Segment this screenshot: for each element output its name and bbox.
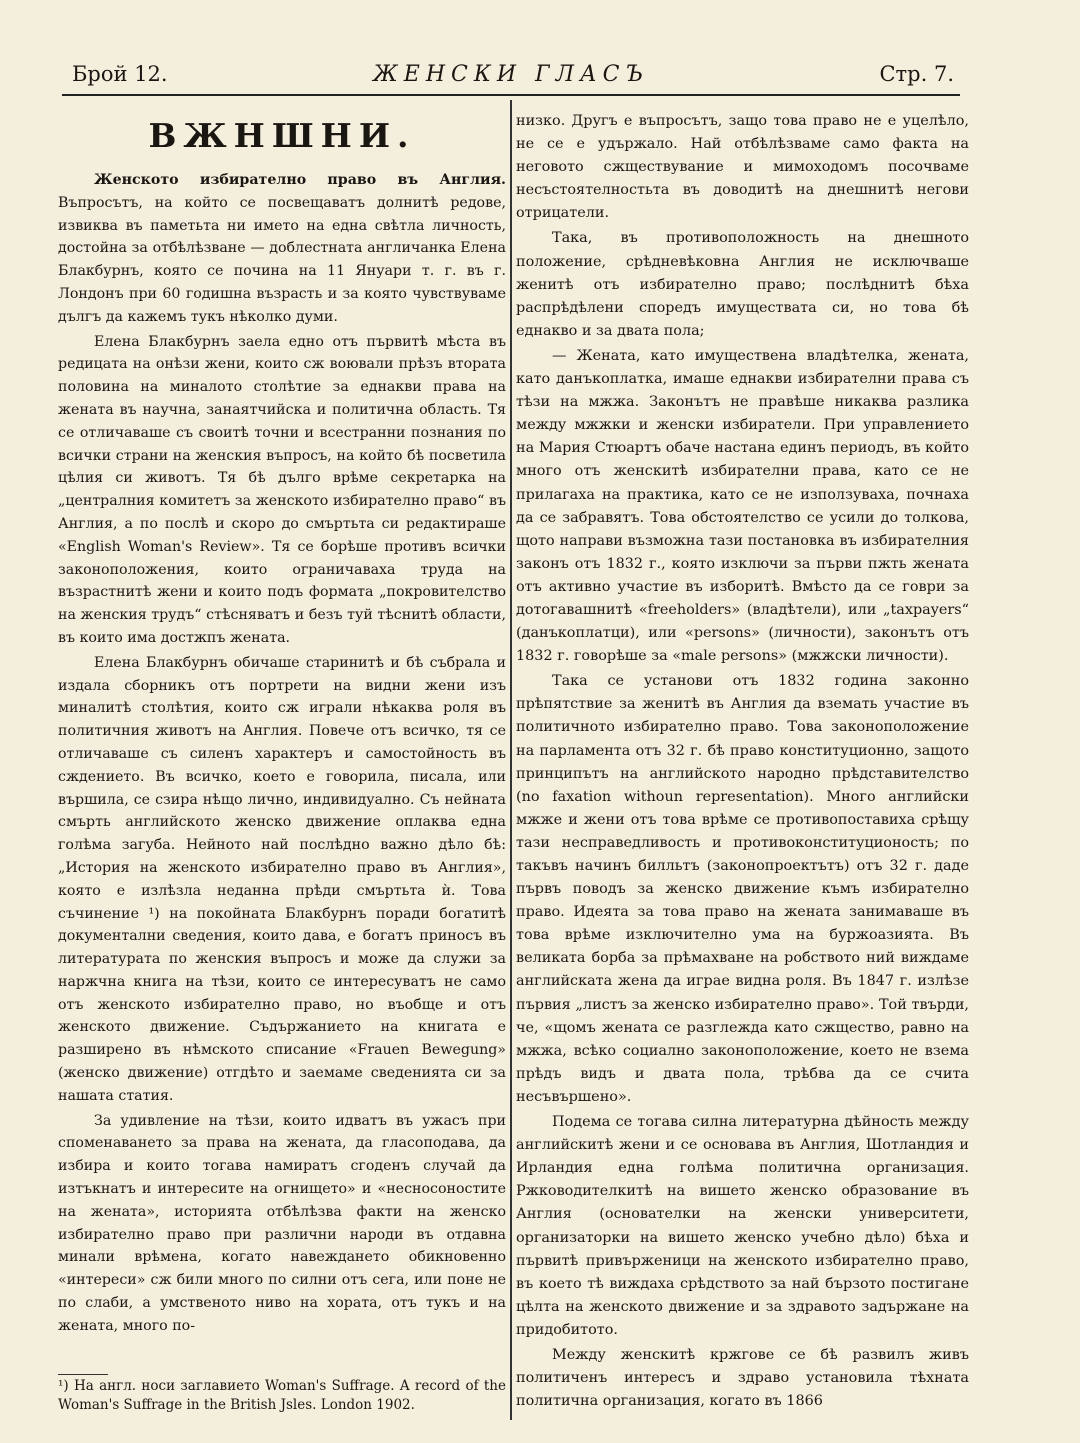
article-paragraph: низко. Другъ е въпросътъ, защо това право не е уцелѣло, не се е удържало. Най отбѣлѣзваме само факта на неговото сжществувание и мимоходомъ посочваме несъстоятелностьта въ доводитѣ на днешнитѣ негови отрицатели.	[516, 113, 969, 222]
article-paragraph: Елена Блакбурнъ обичаше старинитѣ и бѣ събрала и издала сборникъ отъ портрети на видни жени изъ миналитѣ столѣтия, които сж играли нѣкаква роля въ политичния животъ на Англия. Повече отъ всичко, тя се отличаваше съ силенъ характеръ и самостойность въ сждението. Въ всичко, което е говорила, писала, или вършила, се сзира нѣщо лично, индивидуално. Съ нейната смърть английското женско движение оплаква една голѣма загуба. Нейното най послѣдно важно дѣло бѣ: „История на женското избирателно право въ Англия», която е излѣзла неданна прѣди смъртьта ѝ. Това съчинение ¹) на покойната Блакбурнъ поради богатитѣ документални сведения, които дава, е богатъ приносъ въ литературата по женския въпросъ и може да служи за наржчна книга на тѣзи, които се интересуватъ не само отъ женското избирателно право, но въобще и отъ женското движение. Съдържанието на книгата е разширено въ нѣмското списание «Frauen Bewegung» (женско движение) отгдѣто и заемаме сведенията си за нашата статия.	[58, 654, 506, 1104]
newspaper-title: ЖЕНСКИ ГЛАСЪ	[373, 62, 649, 87]
footnote-rule	[58, 1374, 108, 1375]
footnote	[58, 1374, 506, 1415]
column-divider	[510, 100, 512, 1420]
article-title: Женското избирателно право въ Англия.	[94, 172, 506, 188]
article-paragraph: Така, въ противоположность на днешното положение, срѣдневѣковна Англия не исключваше женитѣ отъ избирателно право; послѣднитѣ бѣха распрѣдѣлени споредъ имуществата си, но това бѣ еднакво и за двата пола;	[516, 230, 969, 339]
article-paragraph: — Жената, като имуществена владѣтелка, жената, като данъкоплатка, имаше еднакви избирателни права съ тѣзи на мжжа. Законътъ не правѣше никаква разлика между мжжки и женски избиратели. При управлението на Мария Стюартъ обаче настана единъ периодъ, въ който много отъ женскитѣ избирателни права, като се не прилагаха на практика, като се не използуваха, почнаха да се забравятъ. Това обстоятелство се усили до толкова, щото направи възможна тази постановка въ избирателния законъ отъ 1832 г., която изключи за първи пжть жената отъ активно участие въ изборитѣ. Вмѣсто да се говри за дотогавашнитѣ «freeholders» (владѣтели), или „taxpayers“ (данъкоплатци), или «persons» (личности), законътъ отъ 1832 г. говорѣше за «male persons» (мжжски личности).	[516, 347, 969, 665]
paragraph-text: Въпросътъ, на който се посвещаватъ долнитѣ редове, извиква въ паметьта ни името на една свѣтла личность, достойна за отбѣлѣзване — доблестната англичанка Елена Блакбурнъ, която се почина на 11 Януари т. г. въ г. Лондонъ при 60 годишна възрасть и за която чувствуваме дългъ да кажемъ тукъ нѣколко думи.	[58, 194, 506, 325]
footnote-text: ¹) На англ. носи заглавието Woman's Suffrage. A record of the Woman's Suffrage in the British Jsles. London 1902.	[58, 1378, 506, 1413]
section-title: ВЖНШНИ.	[148, 116, 416, 155]
article-paragraph: Подема се тогава силна литературна дѣйность между английскитѣ жени и се основава въ Англия, Шотландия и Ирландия една голѣма политична организация. Ржководителкитѣ на вишето женско образование въ Англия (основателки на женски университети, организаторки на вишето женско учебно дѣло) бѣха и първитѣ привърженици на женското избирателно право, въ което тѣ виждаха срѣдството за най бързото постигане цѣлта на женското движение и за здравото задържане на придобитото.	[516, 1114, 969, 1338]
article-paragraph: Елена Блакбурнъ заела едно отъ първитѣ мѣста въ редицата на онѣзи жени, които сж воювали прѣзъ втората половина на миналото столѣтие за еднакви права на жената въ научна, занаятчийска и политична область. Тя се отличаваше съ своитѣ точни и всестранни познания по всички страни на женския въпросъ, на който бѣ посветила цѣлия си животъ. Тя бѣ дълго врѣме секретарка на „централния комитетъ за женското избирателно право“ въ Англия, а по послѣ и скоро до смъртьта си редактираше «English Woman's Review». Тя се борѣше противъ всички законоположения, които ограничаваха труда на възрастнитѣ жени и които подъ формата „покровителство на женския трудъ“ стѣсняватъ и безъ туй тѣснитѣ области, въ които има достжпъ жената.	[58, 333, 506, 646]
issue-number: Брой 12.	[72, 62, 168, 86]
article-paragraph: Така се установи отъ 1832 година законно прѣпятствие за женитѣ въ Англия да вземать участие въ политичното избирателно право. Това законоположение на парламента отъ 32 г. бѣ право конституционно, защото принципътъ на английското народно прѣдставителство (no faxation withoun representation). Много английски мжже и жени отъ това врѣме се противопоставиха срѣщу тази несправедливость и противоконституционость; по такъвъ начинъ билльтъ (законопроектътъ) отъ 32 г. даде първъ поводъ за женско движение къмъ избирателно право. Идеята за това право на жената занимаваше въ това врѣме изключително ума на буржоазията. Въ великата борба за прѣмахване на робството ний виждаме английската жена да играе видна роля. Въ 1847 г. излѣзе първия „листъ за женско избирателно право». Той твърди, че, «щомъ жената се разглежда като сжщество, равно на мжжа, всѣко социално законоположение, което не взема прѣдъ видъ и двата пола, трѣбва да се счита несъвършено».	[516, 673, 969, 1105]
right-column	[516, 110, 969, 1415]
article-paragraph: За удивление на тѣзи, които идватъ въ ужасъ при споменаването за права на жената, да гласоподава, да избира и които тогава намиратъ сгоденъ случай да изтъкнатъ и интересите на огнището» и «несносоностите на жената», историята отбѣлѣзва факти на женско избирателно право при различни народи въ отдавна минали врѣмена, когато навеждането обикновенно «интереси» сж били много по силни отъ сега, или поне не по слаби, а умственото ниво на хората, отъ тукъ и на жената, много по-	[58, 1112, 506, 1334]
left-column	[58, 110, 506, 1340]
article-paragraph: Между женскитѣ кржгове се бѣ развилъ живъ политиченъ интересъ и здраво установила тѣхната политична организация, когато въ 1866	[516, 1346, 969, 1410]
article-paragraph	[58, 169, 506, 329]
page-number: Стр. 7.	[879, 62, 954, 86]
page-header	[62, 58, 960, 96]
